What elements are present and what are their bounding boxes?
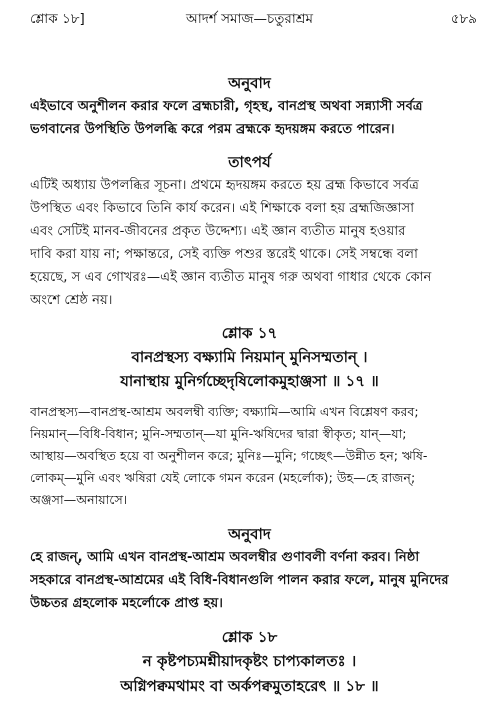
translation-17-line: উচ্চতর গ্রহলোক মহর্লোকে প্রাপ্ত হয়।	[30, 596, 223, 611]
verse-17-line: যানাস্থায় মুনির্গচ্ছেদৃষিলোকমুহাঞ্জসা ॥ ১৭ ॥	[120, 372, 379, 390]
translation-17-line: সহকারে বানপ্রস্থ-আশ্রমের এই বিধি-বিধানগুলি পালন করার ফলে, মানুষ মুনিদের	[30, 573, 449, 588]
synonyms-line: আস্থায়—অবস্থিত হয়ে বা অনুশীলন করে; মুনিঃ—মুনি; গচ্ছেৎ—উন্নীত হন; ঋষি-	[30, 448, 428, 463]
verse-17-line: বানপ্রস্থস্য বক্ষ্যামি নিয়মান্ মুনিসম্মতান্ ।	[131, 348, 368, 366]
translation-heading: অনুবাদ	[228, 74, 271, 92]
purport-line: এটিই অধ্যায় উপলব্ধির সূচনা। প্রথমে হৃদয়ঙ্গম করতে হয় ব্রহ্ম কিভাবে সর্বত্র	[30, 178, 419, 193]
synonyms-line: অঞ্জসা—অনায়াসে।	[30, 492, 128, 507]
purport-line: উপস্থিত এবং কিভাবে তিনি কার্য করেন। এই শিক্ষাকে বলা হয় ব্রহ্মজিজ্ঞাসা	[30, 201, 415, 216]
purport-line: হয়েছে, স এব গোখরঃ—এই জ্ঞান ব্যতীত মানুষ গরু অথবা গাধার থেকে কোন	[30, 270, 432, 285]
synonyms-line: বানপ্রস্থস্য—বানপ্রস্থ-আশ্রম অবলম্বী ব্যক্তি; বক্ষ্যামি—আমি এখন বিশ্লেষণ করব;	[30, 404, 419, 419]
purport-heading: তাৎপর্য	[228, 153, 271, 171]
translation-17-line: হে রাজন্, আমি এখন বানপ্রস্থ-আশ্রম অবলম্বীর গুণাবলী বর্ণনা করব। নিষ্ঠা	[30, 550, 420, 565]
purport-line: এবং সেটিই মানব-জীবনের প্রকৃত উদ্দেশ্য। এই জ্ঞান ব্যতীত মানুষ হওয়ার	[30, 224, 406, 239]
synonyms-line: নিয়মান্—বিধি-বিধান; মুনি-সম্মতান্—যা মুনি-ঋষিদের দ্বারা স্বীকৃত; যান্—যা;	[30, 426, 407, 441]
translation-17-heading: অনুবাদ	[228, 525, 271, 543]
translation-line: এইভাবে অনুশীলন করার ফলে ব্রহ্মচারী, গৃহস্থ, বানপ্রস্থ অথবা সন্ন্যাসী সর্বত্র	[30, 99, 423, 114]
purport-line: অংশে শ্রেষ্ঠ নয়।	[30, 293, 113, 308]
synonyms-line: লোকম্—মুনি এবং ঋষিরা যেই লোকে গমন করেন (মহর্লোক); উহ—হে রাজন্;	[30, 470, 416, 485]
page-header-verse-ref: শ্লোক ১৮]	[30, 11, 85, 27]
purport-line: দাবি করা যায় না; পক্ষান্তরে, সেই ব্যক্তি পশুর স্তরেই থাকে। সেই সম্বন্ধে বলা	[30, 247, 418, 262]
verse-18-line: অগ্নিপক্বমথামং বা অর্কপক্বমুতাহরেৎ ॥ ১৮ ॥	[120, 677, 379, 695]
verse-18-title: শ্লোক ১৮	[221, 628, 278, 646]
page-number: ৫৮৯	[450, 11, 477, 27]
verse-18-line: ন কৃষ্টপচ্যমশ্নীয়াদকৃষ্টং চাপ্যকালতঃ ।	[142, 652, 357, 670]
translation-line: ভগবানের উপস্থিতি উপলব্ধি করে পরম ব্রহ্মকে হৃদয়ঙ্গম করতে পারেন।	[30, 122, 395, 137]
page-header-title: আদর্শ সমাজ—চতুরাশ্রম	[185, 11, 314, 27]
verse-17-title: শ্লোক ১৭	[221, 324, 278, 342]
